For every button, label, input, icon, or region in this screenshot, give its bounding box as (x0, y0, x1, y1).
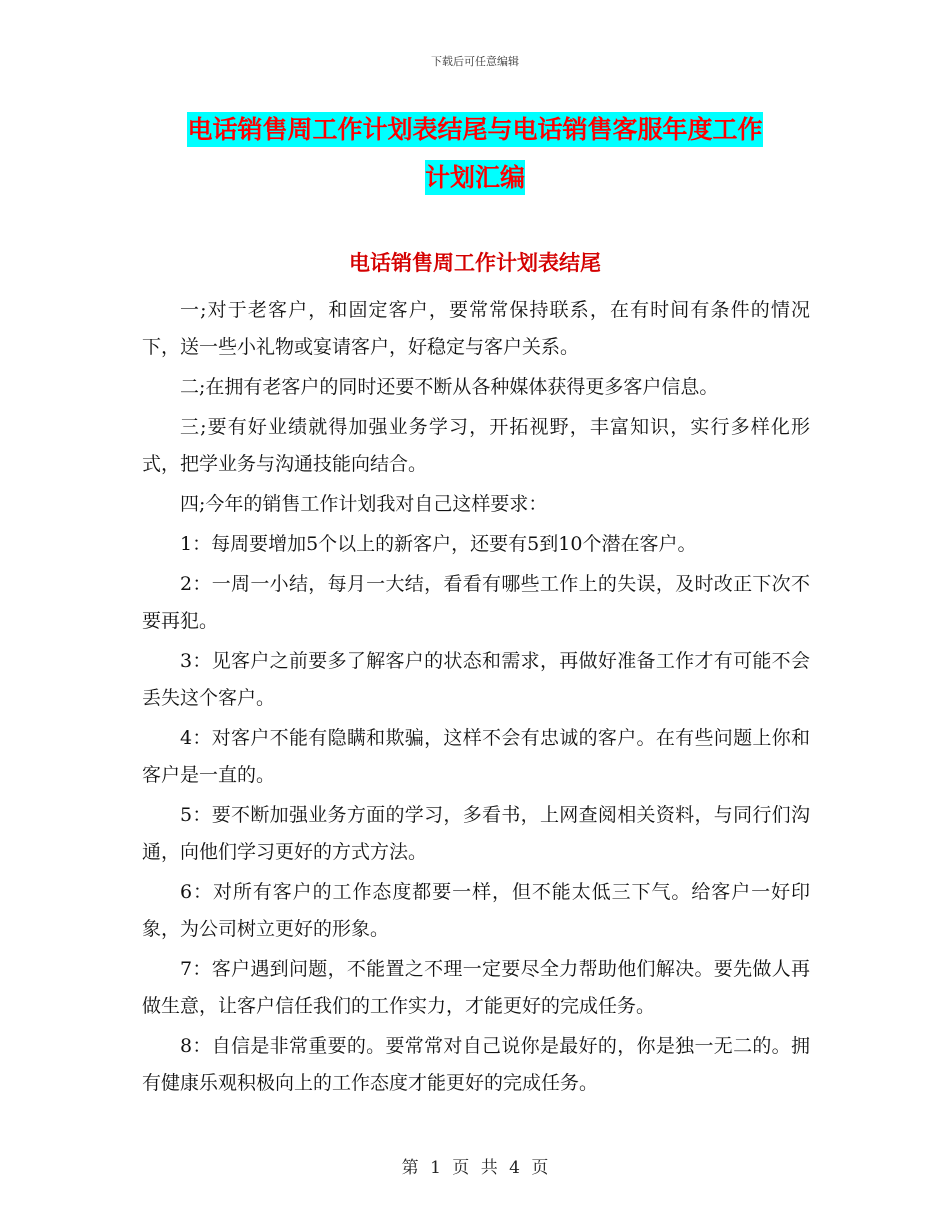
section-title: 电话销售周工作计划表结尾 (349, 251, 601, 275)
paragraph: 7：客户遇到问题，不能置之不理一定要尽全力帮助他们解决。要先做人再做生意，让客户信任我们的工作实力，才能更好的完成任务。 (142, 958, 810, 1017)
paragraph: 3：见客户之前要多了解客户的状态和需求，再做好准备工作才有可能不会丢失这个客户。 (142, 650, 810, 709)
document-body (142, 292, 810, 1105)
document-title-line-2: 计划汇编 (425, 160, 525, 195)
paragraph: 四;今年的销售工作计划我对自己这样要求： (180, 493, 548, 515)
document-title (140, 106, 810, 202)
paragraph: 一;对于老客户，和固定客户，要常常保持联系，在有时间有条件的情况下，送一些小礼物或宴请客户，好稳定与客户关系。 (142, 299, 810, 358)
page-footer: 第 1 页 共 4 页 (401, 1158, 549, 1178)
paragraph: 2：一周一小结，每月一大结，看看有哪些工作上的失误，及时改正下次不要再犯。 (142, 573, 810, 632)
paragraph: 二;在拥有老客户的同时还要不断从各种媒体获得更多客户信息。 (180, 376, 719, 398)
paragraph: 8：自信是非常重要的。要常常对自己说你是最好的，你是独一无二的。拥有健康乐观积极向上的工作态度才能更好的完成任务。 (142, 1035, 810, 1094)
paragraph: 4：对客户不能有隐瞒和欺骗，这样不会有忠诚的客户。在有些问题上你和客户是一直的。 (142, 727, 810, 786)
paragraph: 1：每周要增加5个以上的新客户，还要有5到10个潜在客户。 (180, 533, 697, 555)
page-header: 下载后可任意编辑 (431, 55, 519, 68)
paragraph: 6：对所有客户的工作态度都要一样，但不能太低三下气。给客户一好印象，为公司树立更好的形象。 (142, 881, 810, 940)
paragraph: 5：要不断加强业务方面的学习，多看书，上网查阅相关资料，与同行们沟通，向他们学习更好的方式方法。 (142, 804, 810, 863)
paragraph: 三;要有好业绩就得加强业务学习，开拓视野，丰富知识，实行多样化形式，把学业务与沟通技能向结合。 (142, 416, 810, 475)
document-title-line-1: 电话销售周工作计划表结尾与电话销售客服年度工作 (187, 112, 762, 147)
